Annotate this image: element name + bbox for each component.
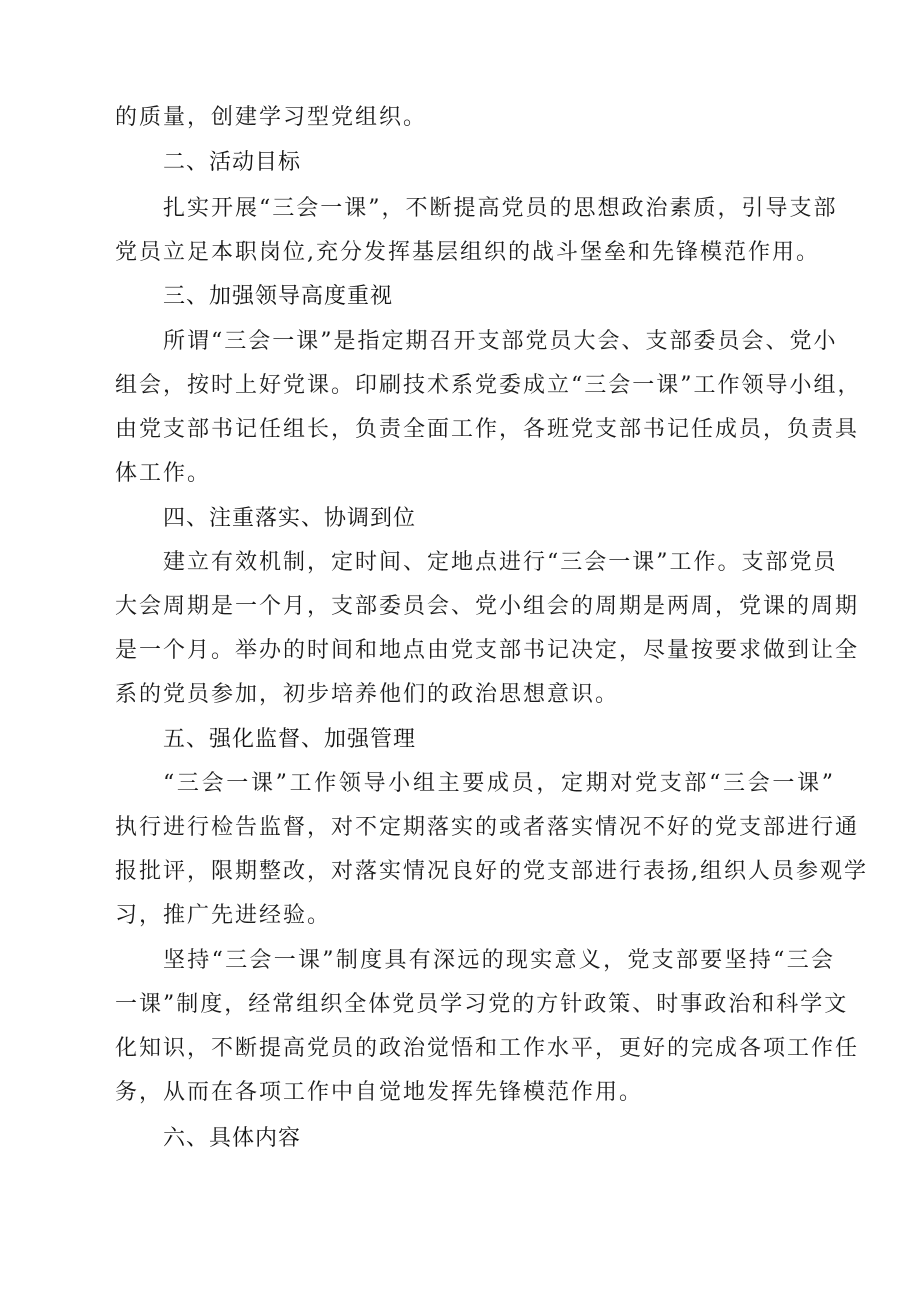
paragraph-line: 扎实开展“三会一课”，不断提高党员的思想政治素质，引导支部	[163, 196, 838, 221]
paragraph-line: 党员立足本职岗位,充分发挥基层组织的战斗堡垒和先锋模范作用。	[115, 240, 820, 265]
paragraph-line: 系的党员参加，初步培养他们的政治思想意识。	[115, 682, 620, 707]
paragraph-line: 务，从而在各项工作中自觉地发挥先锋模范作用。	[115, 1080, 644, 1105]
paragraph-line: 习，推广先进经验。	[115, 903, 332, 928]
paragraph-line: 大会周期是一个月，支部委员会、党小组会的周期是两周，党课的周期	[115, 594, 860, 619]
paragraph-line: 由党支部书记任组长，负责全面工作，各班党支部书记任成员，负责具	[115, 417, 860, 442]
paragraph-line: 组会，按时上好党课。印刷技术系党委成立“三会一课”工作领导小组，	[115, 373, 862, 398]
paragraph-line: 执行进行检告监督，对不定期落实的或者落实情况不好的党支部进行通	[115, 815, 860, 840]
paragraph-line: 化知识，不断提高党员的政治觉悟和工作水平，更好的完成各项工作任	[115, 1036, 860, 1061]
paragraph-line: 的质量，创建学习型党组织。	[115, 105, 428, 130]
paragraph-line: 一课”制度，经常组织全体党员学习党的方针政策、时事政治和科学文	[115, 992, 849, 1017]
paragraph-line: 坚持“三会一课”制度具有深远的现实意义，党支部要坚持“三会	[163, 948, 835, 973]
section-heading: 二、活动目标	[163, 150, 302, 175]
section-heading: 六、具体内容	[163, 1126, 302, 1151]
paragraph-line: 建立有效机制，定时间、定地点进行“三会一课”工作。支部党员	[163, 550, 838, 575]
section-heading: 五、强化监督、加强管理	[163, 727, 417, 752]
paragraph-line: 是一个月。举办的时间和地点由党支部书记决定，尽量按要求做到让全	[115, 638, 860, 663]
paragraph-line: “三会一课”工作领导小组主要成员，定期对党支部“三会一课”	[163, 771, 835, 796]
paragraph-line: 所谓“三会一课”是指定期召开支部党员大会、支部委员会、党小	[163, 329, 838, 354]
section-heading: 四、注重落实、协调到位	[163, 506, 417, 531]
paragraph-line: 报批评，限期整改，对落实情况良好的党支部进行表扬,组织人员参观学	[115, 859, 868, 884]
paragraph-line: 体工作。	[115, 461, 212, 486]
section-heading: 三、加强领导高度重视	[163, 284, 394, 309]
